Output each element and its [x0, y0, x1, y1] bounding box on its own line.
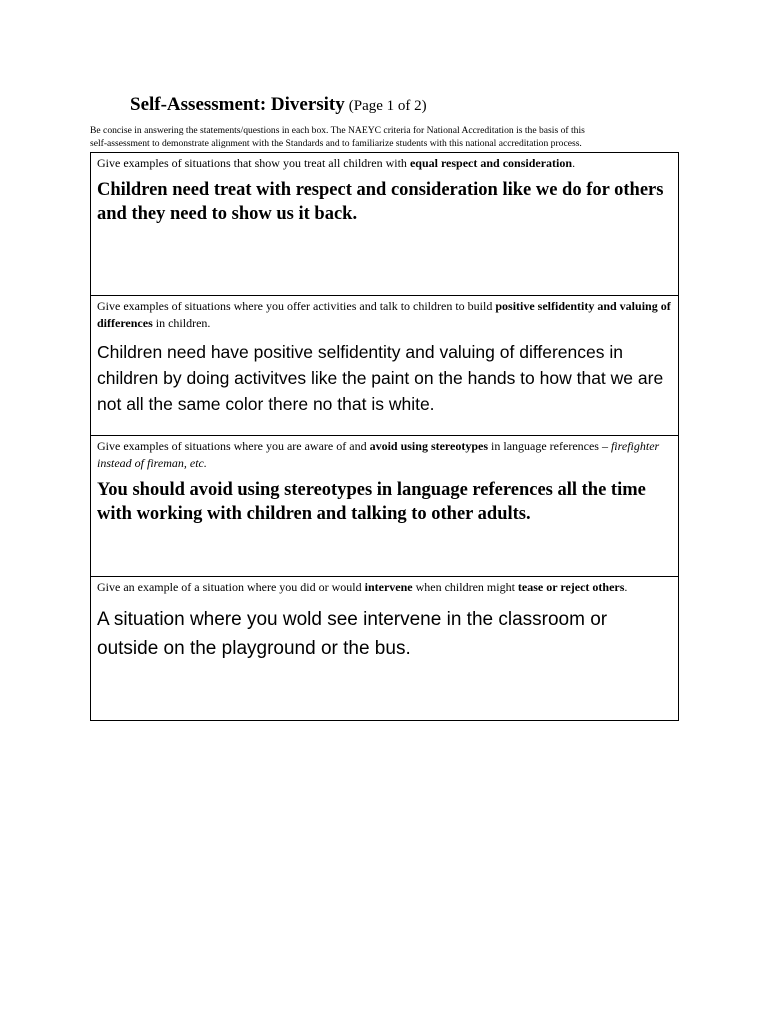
question-box-intervene — [91, 577, 678, 720]
answer-text: Children need treat with respect and consideration like we do for others and they need to show us it back. — [97, 180, 664, 224]
question-prompt: Give an example of a situation where you did or would intervene when children might tease or reject others. — [97, 580, 628, 594]
instructions — [90, 124, 690, 150]
question-prompt: Give examples of situations where you are aware of and avoid using stereotypes in language references – firefighter instead of fireman, etc. — [97, 439, 660, 470]
question-prompt: Give examples of situations where you offer activities and talk to children to build positive selfidentity and valuing of differences in children. — [97, 299, 671, 330]
question-box-avoid-stereotypes — [91, 436, 678, 577]
answer-text: You should avoid using stereotypes in language references all the time with working with children and talking to other adults. — [97, 480, 646, 524]
question-prompt: Give examples of situations that show you treat all children with equal respect and consideration. — [97, 156, 576, 170]
page-title: Self-Assessment: Diversity — [130, 94, 345, 115]
question-box-equal-respect — [91, 153, 678, 296]
page-header — [130, 94, 427, 116]
page-indicator: (Page 1 of 2) — [348, 98, 427, 114]
assessment-table — [90, 152, 679, 721]
instructions-line-1: Be concise in answering the statements/questions in each box. The NAEYC criteria for National Accreditation is the basis of this — [90, 125, 585, 136]
instructions-line-2: self-assessment to demonstrate alignment with the Standards and to familiarize students with this national accreditation process. — [90, 138, 582, 149]
answer-text: A situation where you wold see intervene in the classroom or outside on the playground or the bus. — [97, 609, 608, 659]
question-box-positive-selfidentity — [91, 296, 678, 436]
answer-text: Children need have positive selfidentity and valuing of differences in children by doing activitves like the paint on the hands to how that we are not all the same color there no that is white. — [97, 342, 664, 414]
